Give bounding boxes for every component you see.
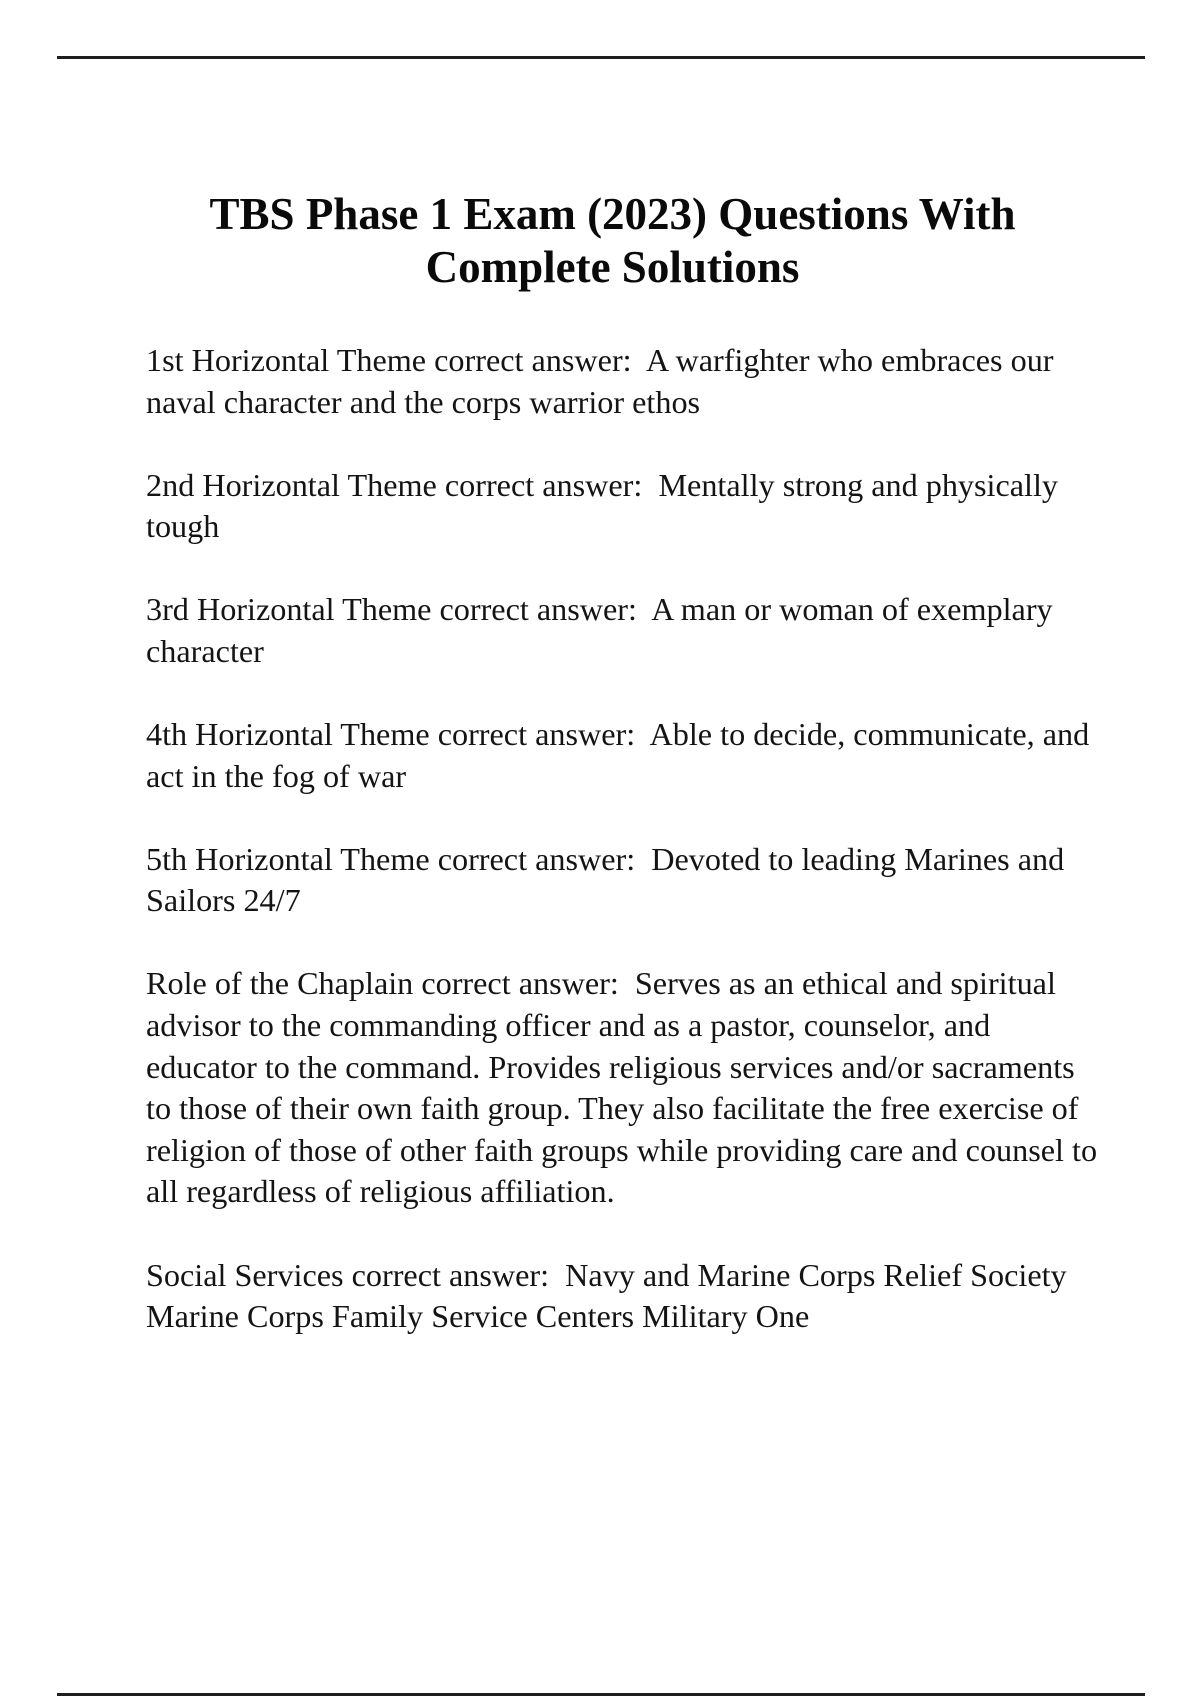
qa-answer-label: correct answer: <box>437 716 636 753</box>
qa-item-2nd-horizontal-theme <box>146 465 1106 548</box>
qa-answer: Serves as an ethical and spiritual advisor to the commanding officer and as a pastor, counselor, and educator to the command. Provides religious services and/or sacraments to those of their own faith group. They also facilitate the free exercise of religion of those of other faith groups while providing care and counsel to all regardless of religious affiliation. <box>146 965 1098 1210</box>
qa-answer-label: correct answer: <box>444 466 643 503</box>
qa-item-social-services <box>146 1255 1106 1338</box>
document-title <box>100 188 1125 294</box>
qa-answer: Mentally strong and physically tough <box>146 466 1059 545</box>
qa-answer-label: correct answer: <box>437 840 636 877</box>
qa-term: Social Services <box>146 1256 344 1293</box>
qa-answer-label: correct answer: <box>421 965 619 1002</box>
qa-item-role-of-the-chaplain <box>146 963 1106 1213</box>
qa-answer: A warfighter who embraces our naval character and the corps warrior ethos <box>146 342 1054 420</box>
footer-rule <box>57 1693 1145 1696</box>
qa-item-4th-horizontal-theme <box>146 714 1106 797</box>
qa-item-3rd-horizontal-theme <box>146 589 1106 672</box>
qa-answer-label: correct answer: <box>434 342 632 378</box>
qa-term: 1st Horizontal Theme <box>146 342 427 378</box>
qa-term: 4th Horizontal Theme <box>146 716 430 753</box>
qa-term: 5th Horizontal Theme <box>146 840 430 877</box>
qa-term: 3rd Horizontal Theme <box>146 591 432 628</box>
qa-answer-label: correct answer: <box>351 1256 550 1293</box>
qa-answer: Able to decide, communicate, and act in the fog of war <box>146 716 1090 794</box>
qa-list <box>146 340 1106 1379</box>
header-rule <box>57 56 1145 59</box>
qa-answer: A man or woman of exemplary character <box>146 591 1053 669</box>
qa-term: Role of the Chaplain <box>146 965 414 1002</box>
qa-answer: Navy and Marine Corps Relief Society Marine Corps Family Service Centers Military One <box>146 1256 1067 1335</box>
qa-answer-label: correct answer: <box>439 591 637 628</box>
qa-item-5th-horizontal-theme <box>146 839 1106 922</box>
qa-term: 2nd Horizontal Theme <box>146 466 437 503</box>
title-line-2: Complete Solutions <box>425 242 800 292</box>
qa-item-1st-horizontal-theme <box>146 340 1106 423</box>
qa-answer: Devoted to leading Marines and Sailors 24/7 <box>146 840 1065 919</box>
title-line-1: TBS Phase 1 Exam (2023) Questions With <box>209 189 1016 239</box>
